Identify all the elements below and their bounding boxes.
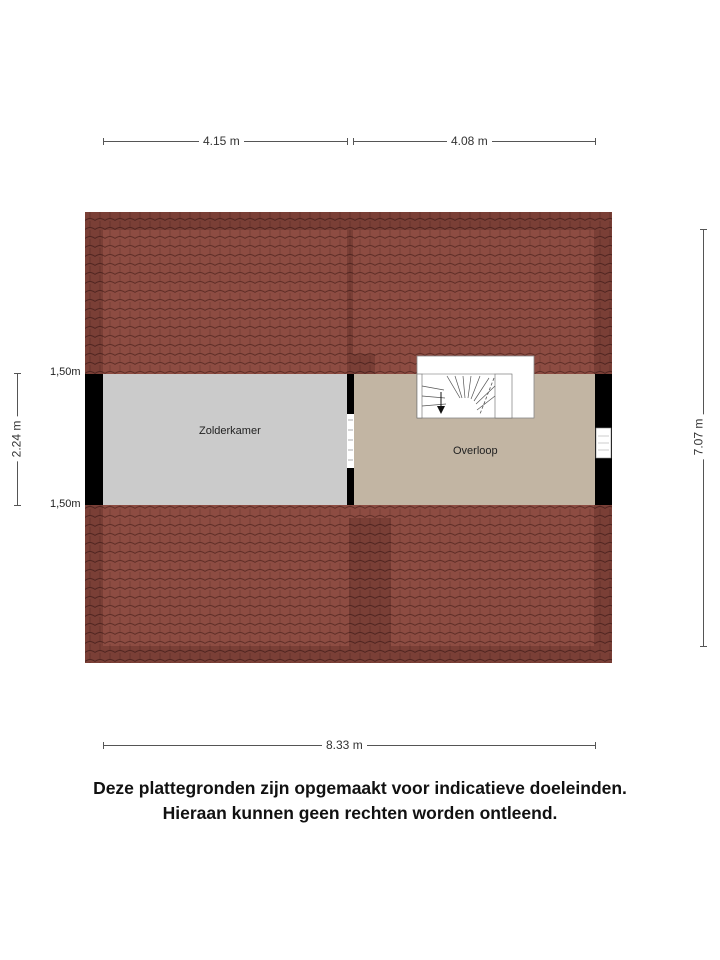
dimension-label-left: 2.24 m: [9, 417, 23, 462]
wall-left: [85, 374, 103, 505]
roof-ridge-divider-top: [347, 230, 353, 374]
roof-edge-left-bottom: [85, 505, 103, 663]
height-label-lower: 1,50m: [50, 498, 81, 510]
roof-edge-right-bottom: [594, 505, 612, 663]
roof-edge-right-top: [594, 212, 612, 374]
dimension-label-top-left: 4.15 m: [199, 134, 244, 148]
disclaimer-line-2: Hieraan kunnen geen rechten worden ontleend.: [162, 803, 558, 823]
roof-edge-top: [85, 212, 612, 230]
room-label-zolderkamer: Zolderkamer: [199, 425, 261, 437]
room-label-overloop: Overloop: [453, 445, 498, 457]
staircase: [417, 356, 534, 418]
zolderkamer-floor: [103, 374, 347, 505]
wall-partition-upper: [347, 374, 354, 414]
dimension-label-top-right: 4.08 m: [447, 134, 492, 148]
dimension-label-right: 7.07 m: [691, 415, 705, 460]
dimension-label-bottom: 8.33 m: [322, 738, 367, 752]
roof-bottom: [85, 505, 612, 663]
disclaimer-line-1: Deze plattegronden zijn opgemaakt voor indicatieve doeleinden.: [93, 778, 627, 798]
chimney-top: [349, 354, 375, 374]
roof-edge-left-top: [85, 212, 103, 374]
chimney-bottom: [349, 518, 391, 646]
roof-edge-bottom: [85, 646, 612, 663]
wall-partition-lower: [347, 468, 354, 505]
height-label-upper: 1,50m: [50, 366, 81, 378]
